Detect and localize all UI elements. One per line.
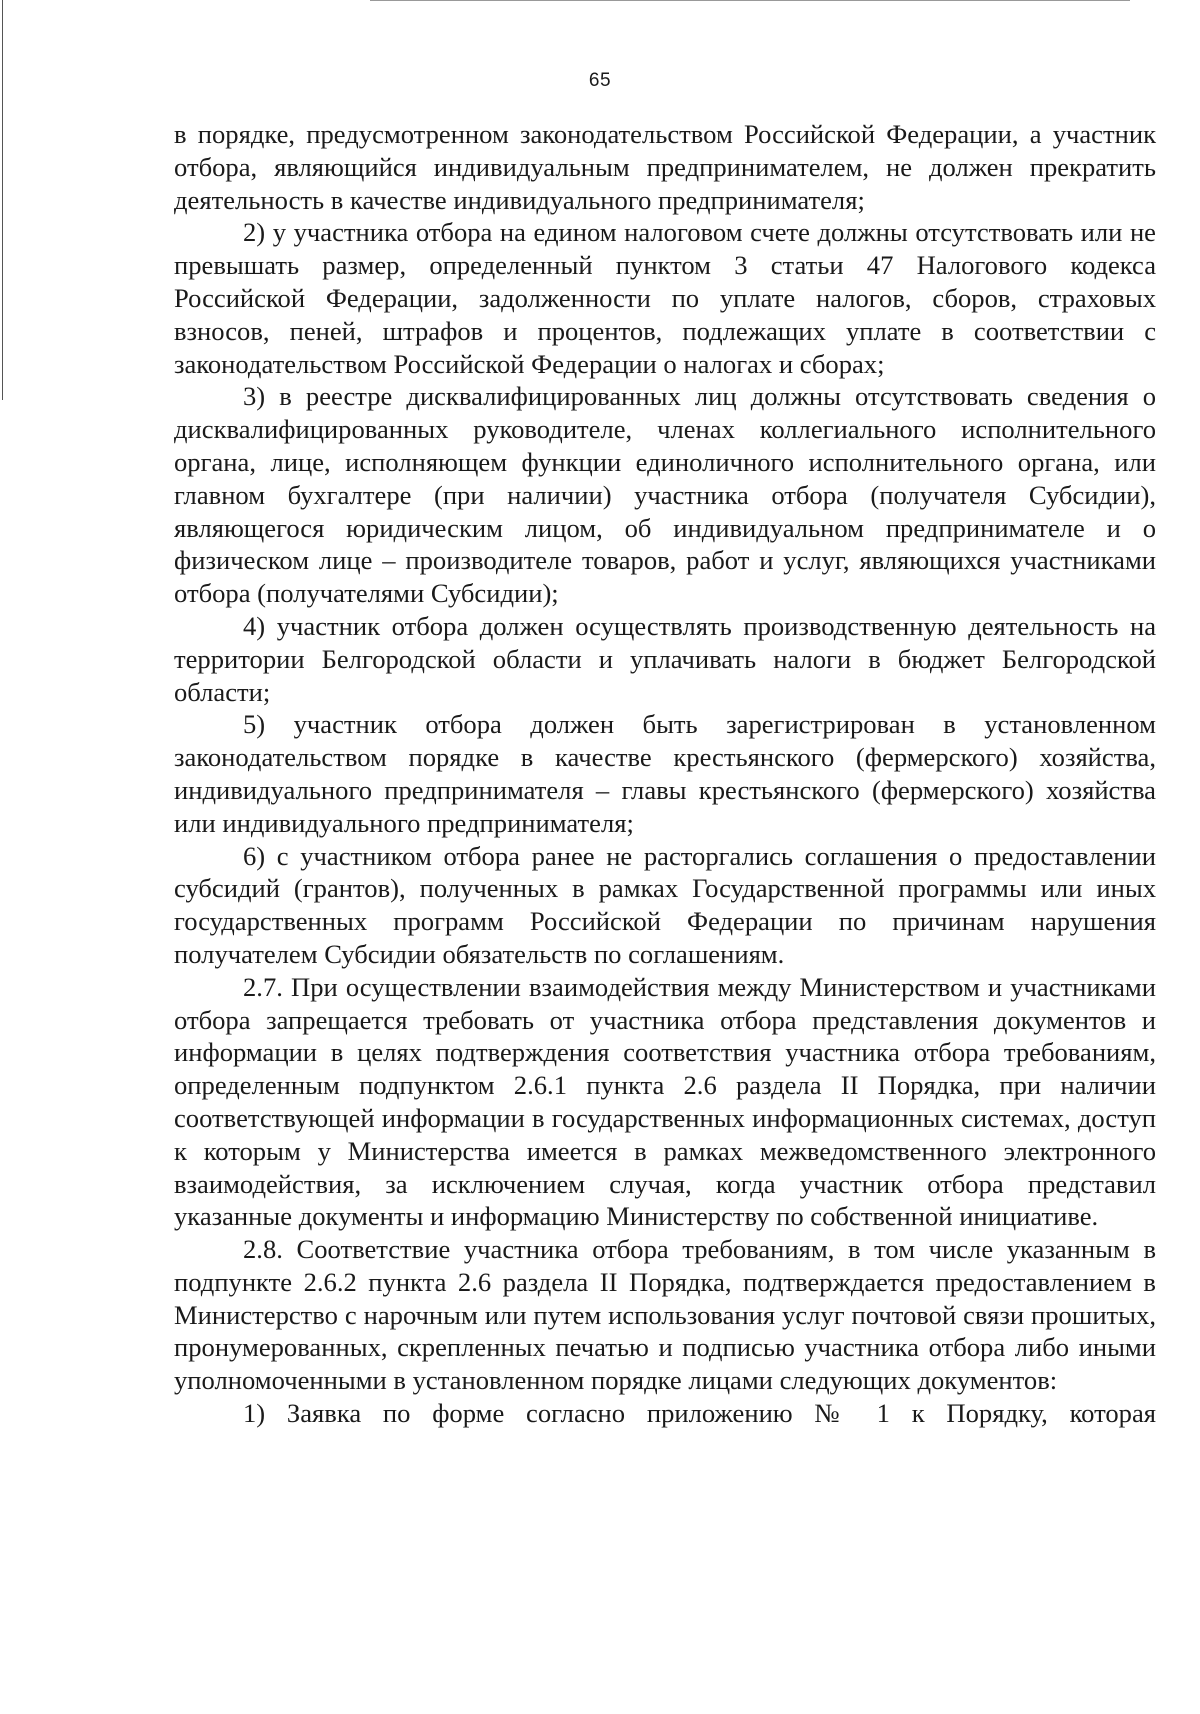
paragraph-item-3: 3) в реестре дисквалифицированных лиц должны отсутствовать сведения о дисквалифицированных руководителе, членах коллегиального исполнительного органа, лице, исполняющем функции единоличного исполнительного органа, или главном бухгалтере (при наличии) участника отбора (получателя Субсидии), являющегося юридическим лицом, об индивидуальном предпринимателе и о физическом лице – производителе товаров, работ и услуг, являющихся участниками отбора (получателями Субсидии); — [174, 381, 1156, 609]
paragraph-item-4: 4) участник отбора должен осуществлять производственную деятельность на территории Белгородской области и уплачивать налоги в бюджет Белгородской области; — [174, 610, 1156, 707]
scan-top-edge — [370, 0, 1130, 1]
paragraph-section-2-7: 2.7. При осуществлении взаимодействия между Министерством и участниками отбора запрещается требовать от участника отбора представления документов и информации в целях подтверждения соответствия участника отбора требованиям, определенным подпунктом 2.6.1 пункта 2.6 раздела II Порядка, при наличии соответствующей информации в государственных информационных системах, доступ к которым у Министерства имеется в рамках межведомственного электронного взаимодействия, за исключением случая, когда участник отбора представил указанные документы и информацию Министерству по собственной инициативе. — [174, 971, 1156, 1232]
document-body — [174, 118, 1156, 1430]
paragraph-item-5: 5) участник отбора должен быть зарегистрирован в установленном законодательством порядке в качестве крестьянского (фермерского) хозяйства, индивидуального предпринимателя – главы крестьянского (фермерского) хозяйства или индивидуального предпринимателя; — [174, 709, 1156, 838]
paragraph-section-2-8: 2.8. Соответствие участника отбора требованиям, в том числе указанным в подпункте 2.6.2 пункта 2.6 раздела II Порядка, подтверждается предоставлением в Министерство с нарочным или путем использования услуг почтовой связи прошитых, пронумерованных, скрепленных печатью и подписью участника отбора либо иными уполномоченными в установленном порядке лицами следующих документов: — [174, 1234, 1156, 1396]
paragraph-continuation: в порядке, предусмотренном законодательством Российской Федерации, а участник отбора, являющийся индивидуальным предпринимателем, не должен прекратить деятельность в качестве индивидуального предпринимателя; — [174, 119, 1156, 215]
scan-left-edge — [2, 0, 3, 400]
paragraph-item-6: 6) с участником отбора ранее не расторгались соглашения о предоставлении субсидий (грантов), полученных в рамках Государственной программы или иных государственных программ Российской Федерации по причинам нарушения получателем Субсидии обязательств по соглашениям. — [174, 840, 1156, 969]
page-number: 65 — [588, 70, 612, 91]
paragraph-item-2: 2) у участника отбора на едином налоговом счете должны отсутствовать или не превышать размер, определенный пунктом 3 статьи 47 Налогового кодекса Российской Федерации, задолженности по уплате налогов, сборов, страховых взносов, пеней, штрафов и процентов, подлежащих уплате в соответствии с законодательством Российской Федерации о налогах и сборах; — [174, 217, 1156, 379]
paragraph-list-item-1: 1) Заявка по форме согласно приложению № 1 к Порядку, которая — [243, 1398, 1156, 1429]
